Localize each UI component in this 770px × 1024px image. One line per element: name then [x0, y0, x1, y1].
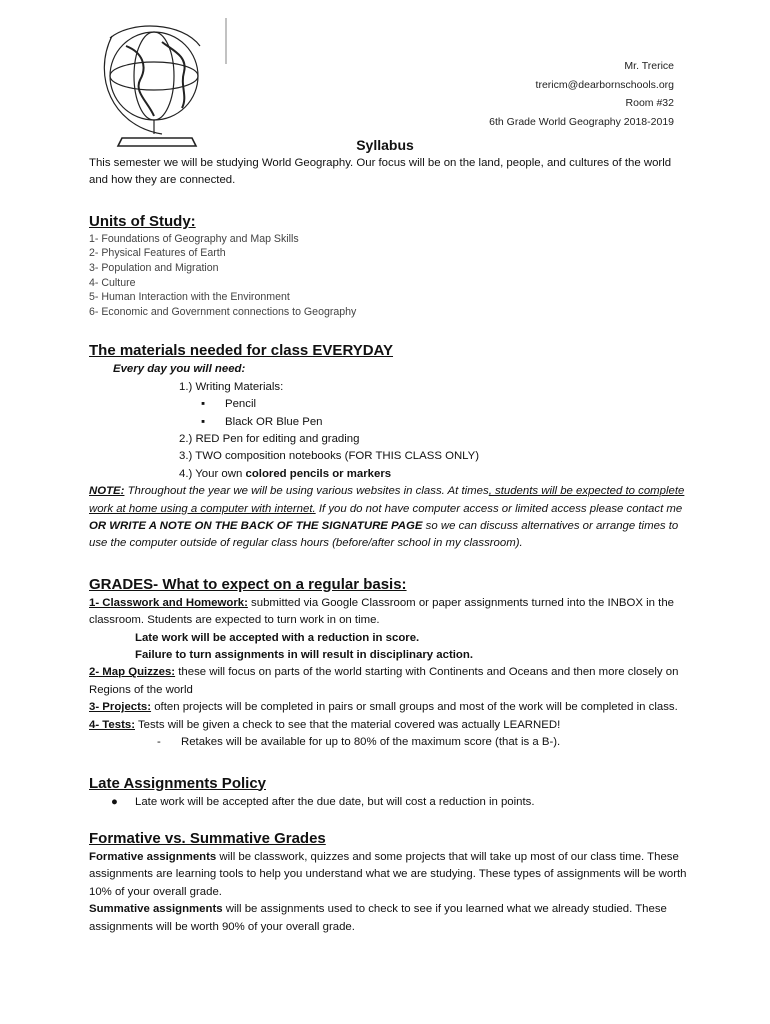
bullet-icon: ▪: [201, 398, 206, 411]
teacher-info: [489, 57, 674, 131]
intro-paragraph: This semester we will be studying World Geography. Our focus will be on the land, people, and cultures of the world and how they are connected.: [89, 157, 672, 187]
room-number: Room #32: [625, 97, 674, 109]
materials-subitem: Pencil: [225, 398, 257, 411]
grades-classwork: 1- Classwork and Homework: submitted via Google Classroom or paper assignments turned into the INBOX in the classroom. Students are expected to turn work in on time.: [89, 596, 674, 627]
list-item: 6- Economic and Government connections to Geography: [89, 305, 357, 318]
materials-item: 4.) Your own colored pencils or markers: [179, 467, 392, 480]
list-item: 5- Human Interaction with the Environment: [89, 291, 290, 304]
list-item: 1- Foundations of Geography and Map Skills: [89, 232, 299, 245]
units-list: [89, 232, 689, 320]
grades-retakes: - Retakes will be available for up to 80% of the maximum score (that is a B-).: [157, 736, 561, 749]
late-policy-heading: Late Assignments Policy: [89, 774, 266, 792]
bullet-icon: ▪: [201, 415, 206, 428]
grades-heading: GRADES- What to expect on a regular basis:: [89, 575, 407, 593]
list-item: 3- Population and Migration: [89, 262, 219, 274]
summative-paragraph: Summative assignments will be assignments used to check to see if you learned what we already studied. These assignments will be worth 90% of your overall grade.: [89, 903, 667, 933]
materials-note: NOTE: Throughout the year we will be using various websites in class. At times, students will be expected to complete work at home using a computer with internet. If you do not have computer access or limited access please contact me OR WRITE A NOTE ON THE BACK OF THE SIGNATURE PAGE so we can discuss alternatives or arrange times to use the computer outside of regular class hours (before/after school in my classroom).: [89, 485, 685, 550]
formative-summative-heading: Formative vs. Summative Grades: [89, 829, 326, 847]
materials-subitem: Black OR Blue Pen: [225, 415, 323, 428]
late-policy-item: ● Late work will be accepted after the due date, but will cost a reduction in points.: [89, 794, 689, 811]
teacher-name: Mr. Trerice: [624, 60, 674, 72]
units-heading: Units of Study:: [89, 212, 196, 230]
globe-illustration: [92, 16, 232, 150]
list-item: 4- Culture: [89, 276, 136, 289]
grades-projects: 3- Projects: often projects will be completed in pairs or small groups and most of the work will be completed in class.: [89, 701, 678, 714]
course-name: 6th Grade World Geography 2018-2019: [489, 115, 674, 128]
document-body: [89, 155, 689, 936]
grades-late-rule: Late work will be accepted with a reduction in score.: [135, 631, 420, 644]
page-title: Syllabus: [356, 137, 414, 153]
grades-failure-rule: Failure to turn assignments in will result in disciplinary action.: [135, 649, 473, 662]
list-item: 2- Physical Features of Earth: [89, 247, 226, 260]
formative-paragraph: Formative assignments will be classwork, quizzes and some projects that will take up most of our class time. These assignments are learning tools to help you understand what we are studying. These types of assignments will be worth 10% of your overall grade.: [89, 850, 687, 898]
grades-tests: 4- Tests: Tests will be given a check to see that the material covered was actually LEARNED!: [89, 718, 561, 731]
materials-item: 1.) Writing Materials:: [179, 380, 284, 393]
materials-item: 2.) RED Pen for editing and grading: [179, 433, 360, 445]
materials-heading: The materials needed for class EVERYDAY: [89, 342, 394, 360]
grades-map-quizzes: 2- Map Quizzes: these will focus on parts of the world starting with Continents and Oceans and then more closely on Regions of the world: [89, 666, 679, 696]
bullet-icon: ●: [111, 795, 118, 808]
materials-item: 3.) TWO composition notebooks (FOR THIS CLASS ONLY): [179, 450, 480, 463]
materials-subheading: Every day you will need:: [113, 363, 246, 376]
teacher-email: trericm@dearbornschools.org: [535, 78, 674, 91]
